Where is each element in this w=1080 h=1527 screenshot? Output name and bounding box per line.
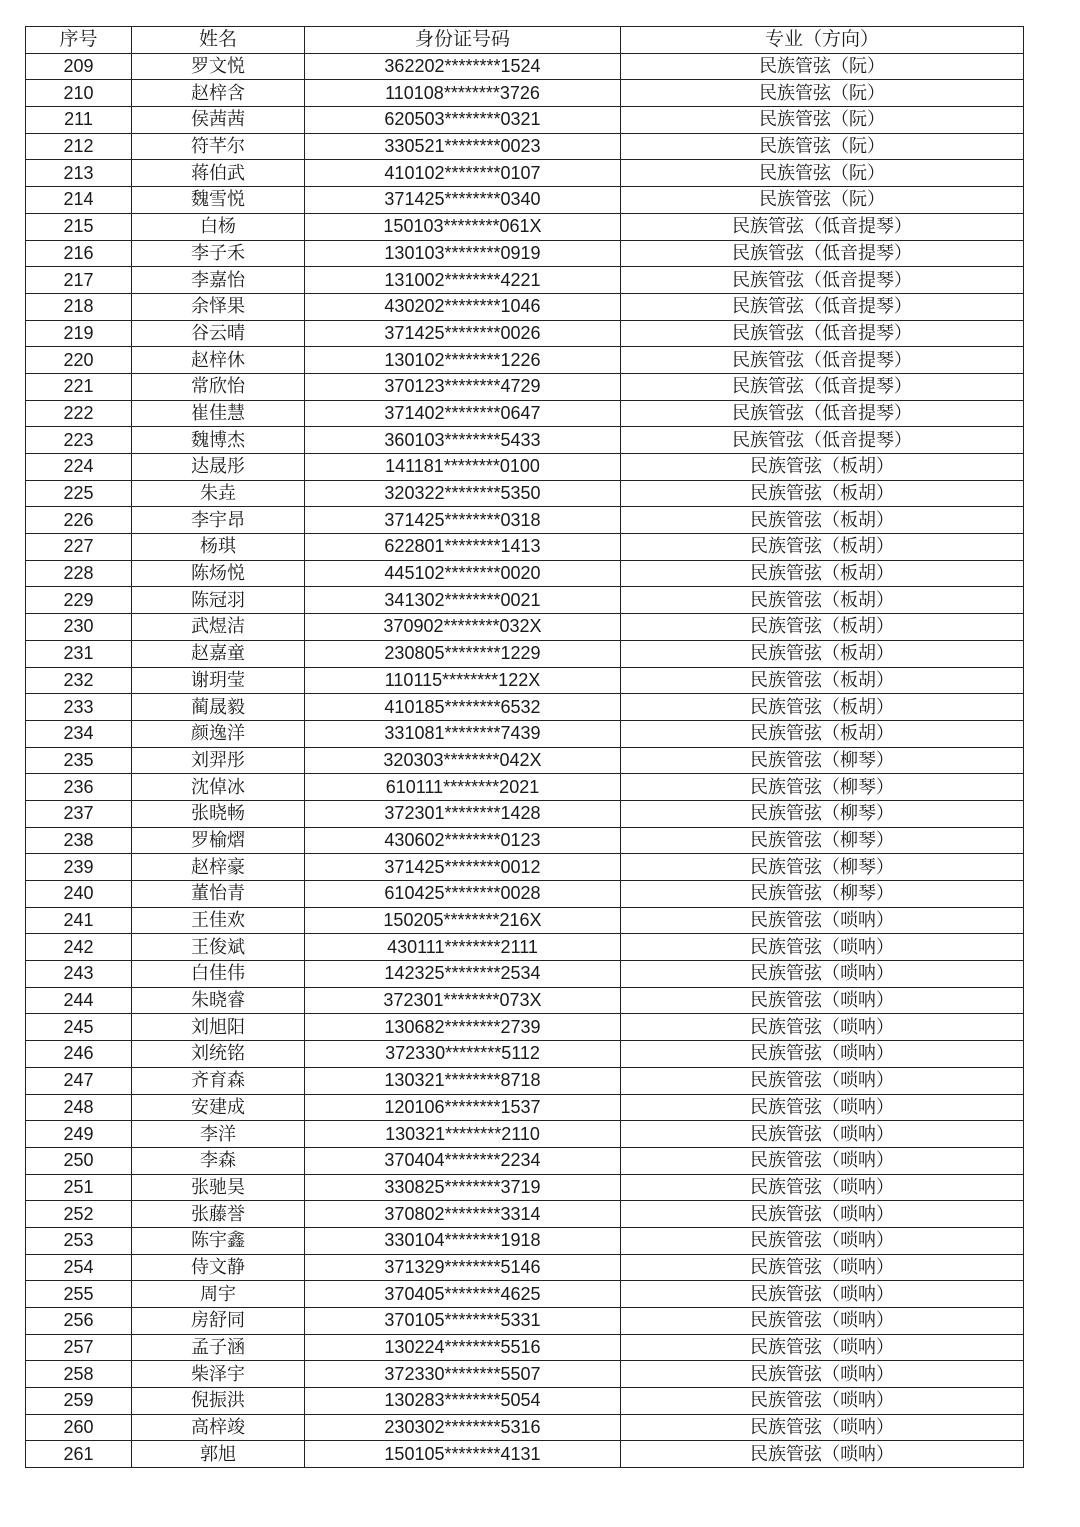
serial-number-cell: 238 <box>26 827 132 854</box>
major-cell: 民族管弦（唢呐） <box>621 934 1024 961</box>
table-body <box>26 53 1024 1467</box>
table-row <box>26 213 1024 240</box>
serial-number-cell: 224 <box>26 454 132 481</box>
major-cell: 民族管弦（阮） <box>621 133 1024 160</box>
serial-number-cell: 244 <box>26 987 132 1014</box>
major-cell: 民族管弦（低音提琴） <box>621 400 1024 427</box>
table-row <box>26 373 1024 400</box>
name-cell: 张晓畅 <box>132 800 305 827</box>
table-row <box>26 320 1024 347</box>
name-cell: 朱晓睿 <box>132 987 305 1014</box>
serial-number-cell: 239 <box>26 854 132 881</box>
table-row <box>26 1014 1024 1041</box>
id-number-cell: 331081********7439 <box>305 720 621 747</box>
id-number-cell: 370123********4729 <box>305 373 621 400</box>
table-row <box>26 800 1024 827</box>
major-cell: 民族管弦（唢呐） <box>621 1334 1024 1361</box>
name-cell: 柴泽宇 <box>132 1361 305 1388</box>
major-cell: 民族管弦（唢呐） <box>621 1121 1024 1148</box>
name-cell: 王俊斌 <box>132 934 305 961</box>
table-row <box>26 961 1024 988</box>
major-cell: 民族管弦（唢呐） <box>621 1254 1024 1281</box>
id-number-cell: 445102********0020 <box>305 560 621 587</box>
name-cell: 赵嘉童 <box>132 640 305 667</box>
major-cell: 民族管弦（唢呐） <box>621 1441 1024 1468</box>
table-row <box>26 480 1024 507</box>
major-cell: 民族管弦（柳琴） <box>621 800 1024 827</box>
name-cell: 蔺晟毅 <box>132 694 305 721</box>
id-number-cell: 430111********2111 <box>305 934 621 961</box>
major-cell: 民族管弦（阮） <box>621 107 1024 134</box>
table-row <box>26 400 1024 427</box>
id-number-cell: 130283********5054 <box>305 1388 621 1415</box>
id-number-cell: 130103********0919 <box>305 240 621 267</box>
table-row <box>26 240 1024 267</box>
major-cell: 民族管弦（阮） <box>621 187 1024 214</box>
serial-number-cell: 240 <box>26 881 132 908</box>
major-cell: 民族管弦（柳琴） <box>621 881 1024 908</box>
table-row <box>26 267 1024 294</box>
name-cell: 赵梓休 <box>132 347 305 374</box>
table-row <box>26 1414 1024 1441</box>
serial-number-cell: 211 <box>26 107 132 134</box>
table-row <box>26 934 1024 961</box>
major-cell: 民族管弦（唢呐） <box>621 961 1024 988</box>
name-cell: 李嘉怡 <box>132 267 305 294</box>
id-number-cell: 370802********3314 <box>305 1201 621 1228</box>
serial-number-cell: 248 <box>26 1094 132 1121</box>
id-number-cell: 230805********1229 <box>305 640 621 667</box>
id-number-cell: 130682********2739 <box>305 1014 621 1041</box>
table-row <box>26 187 1024 214</box>
name-cell: 赵梓含 <box>132 80 305 107</box>
table-row <box>26 1227 1024 1254</box>
serial-number-cell: 226 <box>26 507 132 534</box>
name-cell: 侯茜茜 <box>132 107 305 134</box>
name-cell: 颜逸洋 <box>132 720 305 747</box>
name-cell: 张驰昊 <box>132 1174 305 1201</box>
table-row <box>26 347 1024 374</box>
major-cell: 民族管弦（唢呐） <box>621 1227 1024 1254</box>
id-number-cell: 371402********0647 <box>305 400 621 427</box>
serial-number-cell: 241 <box>26 907 132 934</box>
table-row <box>26 1254 1024 1281</box>
name-cell: 罗榆熠 <box>132 827 305 854</box>
id-number-cell: 371425********0340 <box>305 187 621 214</box>
serial-number-cell: 256 <box>26 1308 132 1335</box>
id-number-cell: 370405********4625 <box>305 1281 621 1308</box>
major-cell: 民族管弦（柳琴） <box>621 774 1024 801</box>
name-cell: 刘统铭 <box>132 1041 305 1068</box>
id-number-cell: 230302********5316 <box>305 1414 621 1441</box>
serial-number-cell: 219 <box>26 320 132 347</box>
id-number-cell: 110115********122X <box>305 667 621 694</box>
name-cell: 陈宇鑫 <box>132 1227 305 1254</box>
table-row <box>26 1361 1024 1388</box>
id-number-cell: 131002********4221 <box>305 267 621 294</box>
table-row <box>26 454 1024 481</box>
serial-number-cell: 236 <box>26 774 132 801</box>
major-cell: 民族管弦（板胡） <box>621 534 1024 561</box>
id-number-cell: 410102********0107 <box>305 160 621 187</box>
major-cell: 民族管弦（低音提琴） <box>621 267 1024 294</box>
major-cell: 民族管弦（板胡） <box>621 640 1024 667</box>
header-id-number: 身份证号码 <box>305 27 621 54</box>
major-cell: 民族管弦（唢呐） <box>621 907 1024 934</box>
name-cell: 高梓竣 <box>132 1414 305 1441</box>
table-row <box>26 854 1024 881</box>
major-cell: 民族管弦（低音提琴） <box>621 240 1024 267</box>
major-cell: 民族管弦（唢呐） <box>621 1067 1024 1094</box>
id-number-cell: 371329********5146 <box>305 1254 621 1281</box>
id-number-cell: 150105********4131 <box>305 1441 621 1468</box>
name-cell: 杨琪 <box>132 534 305 561</box>
name-cell: 魏博杰 <box>132 427 305 454</box>
table-row <box>26 827 1024 854</box>
table-row <box>26 1388 1024 1415</box>
name-cell: 王佳欢 <box>132 907 305 934</box>
name-cell: 刘旭阳 <box>132 1014 305 1041</box>
id-number-cell: 150103********061X <box>305 213 621 240</box>
name-cell: 常欣怡 <box>132 373 305 400</box>
name-cell: 董怡青 <box>132 881 305 908</box>
name-cell: 陈冠羽 <box>132 587 305 614</box>
table-row <box>26 614 1024 641</box>
major-cell: 民族管弦（板胡） <box>621 560 1024 587</box>
id-number-cell: 130321********8718 <box>305 1067 621 1094</box>
table-row <box>26 1334 1024 1361</box>
table-row <box>26 1121 1024 1148</box>
major-cell: 民族管弦（唢呐） <box>621 1281 1024 1308</box>
serial-number-cell: 217 <box>26 267 132 294</box>
table-row <box>26 1174 1024 1201</box>
name-cell: 张藤誉 <box>132 1201 305 1228</box>
table-row <box>26 1441 1024 1468</box>
id-number-cell: 130224********5516 <box>305 1334 621 1361</box>
id-number-cell: 371425********0012 <box>305 854 621 881</box>
serial-number-cell: 231 <box>26 640 132 667</box>
table-row <box>26 107 1024 134</box>
id-number-cell: 372301********1428 <box>305 800 621 827</box>
name-cell: 李洋 <box>132 1121 305 1148</box>
serial-number-cell: 213 <box>26 160 132 187</box>
major-cell: 民族管弦（唢呐） <box>621 1361 1024 1388</box>
id-number-cell: 370404********2234 <box>305 1147 621 1174</box>
id-number-cell: 410185********6532 <box>305 694 621 721</box>
major-cell: 民族管弦（低音提琴） <box>621 320 1024 347</box>
name-cell: 崔佳慧 <box>132 400 305 427</box>
serial-number-cell: 253 <box>26 1227 132 1254</box>
major-cell: 民族管弦（唢呐） <box>621 1094 1024 1121</box>
id-number-cell: 150205********216X <box>305 907 621 934</box>
serial-number-cell: 234 <box>26 720 132 747</box>
major-cell: 民族管弦（唢呐） <box>621 1201 1024 1228</box>
name-cell: 孟子涵 <box>132 1334 305 1361</box>
serial-number-cell: 259 <box>26 1388 132 1415</box>
table-row <box>26 293 1024 320</box>
serial-number-cell: 228 <box>26 560 132 587</box>
serial-number-cell: 225 <box>26 480 132 507</box>
serial-number-cell: 229 <box>26 587 132 614</box>
serial-number-cell: 227 <box>26 534 132 561</box>
serial-number-cell: 233 <box>26 694 132 721</box>
major-cell: 民族管弦（唢呐） <box>621 1174 1024 1201</box>
major-cell: 民族管弦（板胡） <box>621 667 1024 694</box>
table-row <box>26 1067 1024 1094</box>
serial-number-cell: 254 <box>26 1254 132 1281</box>
serial-number-cell: 252 <box>26 1201 132 1228</box>
serial-number-cell: 222 <box>26 400 132 427</box>
major-cell: 民族管弦（唢呐） <box>621 1014 1024 1041</box>
major-cell: 民族管弦（唢呐） <box>621 1147 1024 1174</box>
id-number-cell: 370902********032X <box>305 614 621 641</box>
table-row <box>26 1147 1024 1174</box>
id-number-cell: 372330********5112 <box>305 1041 621 1068</box>
major-cell: 民族管弦（板胡） <box>621 480 1024 507</box>
id-number-cell: 320322********5350 <box>305 480 621 507</box>
name-cell: 房舒同 <box>132 1308 305 1335</box>
serial-number-cell: 258 <box>26 1361 132 1388</box>
name-cell: 谷云晴 <box>132 320 305 347</box>
table-row <box>26 587 1024 614</box>
serial-number-cell: 243 <box>26 961 132 988</box>
name-cell: 郭旭 <box>132 1441 305 1468</box>
name-cell: 魏雪悦 <box>132 187 305 214</box>
major-cell: 民族管弦（低音提琴） <box>621 213 1024 240</box>
table-row <box>26 747 1024 774</box>
header-row <box>26 27 1024 54</box>
major-cell: 民族管弦（板胡） <box>621 614 1024 641</box>
serial-number-cell: 249 <box>26 1121 132 1148</box>
name-cell: 陈炀悦 <box>132 560 305 587</box>
major-cell: 民族管弦（唢呐） <box>621 1308 1024 1335</box>
name-cell: 白杨 <box>132 213 305 240</box>
name-cell: 朱垚 <box>132 480 305 507</box>
id-number-cell: 430602********0123 <box>305 827 621 854</box>
id-number-cell: 430202********1046 <box>305 293 621 320</box>
serial-number-cell: 247 <box>26 1067 132 1094</box>
name-cell: 安建成 <box>132 1094 305 1121</box>
table-row <box>26 1094 1024 1121</box>
name-cell: 李子禾 <box>132 240 305 267</box>
major-cell: 民族管弦（板胡） <box>621 694 1024 721</box>
table-row <box>26 160 1024 187</box>
id-number-cell: 610425********0028 <box>305 881 621 908</box>
serial-number-cell: 251 <box>26 1174 132 1201</box>
major-cell: 民族管弦（板胡） <box>621 454 1024 481</box>
id-number-cell: 142325********2534 <box>305 961 621 988</box>
serial-number-cell: 242 <box>26 934 132 961</box>
table-row <box>26 907 1024 934</box>
serial-number-cell: 215 <box>26 213 132 240</box>
table-row <box>26 427 1024 454</box>
serial-number-cell: 216 <box>26 240 132 267</box>
serial-number-cell: 214 <box>26 187 132 214</box>
table-row <box>26 534 1024 561</box>
id-number-cell: 372330********5507 <box>305 1361 621 1388</box>
name-cell: 侍文静 <box>132 1254 305 1281</box>
name-cell: 白佳伟 <box>132 961 305 988</box>
serial-number-cell: 212 <box>26 133 132 160</box>
serial-number-cell: 261 <box>26 1441 132 1468</box>
table-row <box>26 774 1024 801</box>
header-serial-number: 序号 <box>26 27 132 54</box>
id-number-cell: 130102********1226 <box>305 347 621 374</box>
table-row <box>26 80 1024 107</box>
table-row <box>26 53 1024 80</box>
serial-number-cell: 250 <box>26 1147 132 1174</box>
table-row <box>26 1281 1024 1308</box>
major-cell: 民族管弦（低音提琴） <box>621 347 1024 374</box>
name-cell: 达晟彤 <box>132 454 305 481</box>
name-cell: 周宇 <box>132 1281 305 1308</box>
major-cell: 民族管弦（柳琴） <box>621 854 1024 881</box>
header-major: 专业（方向） <box>621 27 1024 54</box>
major-cell: 民族管弦（板胡） <box>621 720 1024 747</box>
major-cell: 民族管弦（阮） <box>621 80 1024 107</box>
table-row <box>26 667 1024 694</box>
serial-number-cell: 235 <box>26 747 132 774</box>
major-cell: 民族管弦（唢呐） <box>621 987 1024 1014</box>
id-number-cell: 362202********1524 <box>305 53 621 80</box>
id-number-cell: 320303********042X <box>305 747 621 774</box>
serial-number-cell: 246 <box>26 1041 132 1068</box>
name-cell: 余怿果 <box>132 293 305 320</box>
major-cell: 民族管弦（板胡） <box>621 587 1024 614</box>
student-list-table <box>25 26 1024 1468</box>
serial-number-cell: 209 <box>26 53 132 80</box>
serial-number-cell: 223 <box>26 427 132 454</box>
id-number-cell: 141181********0100 <box>305 454 621 481</box>
name-cell: 李森 <box>132 1147 305 1174</box>
serial-number-cell: 245 <box>26 1014 132 1041</box>
serial-number-cell: 220 <box>26 347 132 374</box>
table-row <box>26 640 1024 667</box>
table-row <box>26 1041 1024 1068</box>
name-cell: 齐育森 <box>132 1067 305 1094</box>
id-number-cell: 341302********0021 <box>305 587 621 614</box>
name-cell: 刘羿彤 <box>132 747 305 774</box>
table-row <box>26 1201 1024 1228</box>
serial-number-cell: 210 <box>26 80 132 107</box>
major-cell: 民族管弦（板胡） <box>621 507 1024 534</box>
table-row <box>26 1308 1024 1335</box>
id-number-cell: 371425********0026 <box>305 320 621 347</box>
major-cell: 民族管弦（低音提琴） <box>621 293 1024 320</box>
table-row <box>26 987 1024 1014</box>
id-number-cell: 622801********1413 <box>305 534 621 561</box>
id-number-cell: 330104********1918 <box>305 1227 621 1254</box>
name-cell: 谢玥莹 <box>132 667 305 694</box>
table-row <box>26 133 1024 160</box>
name-cell: 沈倬冰 <box>132 774 305 801</box>
serial-number-cell: 221 <box>26 373 132 400</box>
table-row <box>26 881 1024 908</box>
major-cell: 民族管弦（唢呐） <box>621 1041 1024 1068</box>
id-number-cell: 120106********1537 <box>305 1094 621 1121</box>
serial-number-cell: 232 <box>26 667 132 694</box>
name-cell: 符芊尔 <box>132 133 305 160</box>
name-cell: 蒋伯武 <box>132 160 305 187</box>
header-name: 姓名 <box>132 27 305 54</box>
major-cell: 民族管弦（柳琴） <box>621 747 1024 774</box>
name-cell: 赵梓豪 <box>132 854 305 881</box>
serial-number-cell: 218 <box>26 293 132 320</box>
major-cell: 民族管弦（唢呐） <box>621 1414 1024 1441</box>
serial-number-cell: 255 <box>26 1281 132 1308</box>
serial-number-cell: 230 <box>26 614 132 641</box>
id-number-cell: 330521********0023 <box>305 133 621 160</box>
id-number-cell: 330825********3719 <box>305 1174 621 1201</box>
serial-number-cell: 237 <box>26 800 132 827</box>
table-row <box>26 560 1024 587</box>
table-row <box>26 507 1024 534</box>
table-row <box>26 694 1024 721</box>
major-cell: 民族管弦（阮） <box>621 160 1024 187</box>
table-row <box>26 720 1024 747</box>
id-number-cell: 371425********0318 <box>305 507 621 534</box>
major-cell: 民族管弦（低音提琴） <box>621 373 1024 400</box>
id-number-cell: 110108********3726 <box>305 80 621 107</box>
name-cell: 倪振洪 <box>132 1388 305 1415</box>
id-number-cell: 620503********0321 <box>305 107 621 134</box>
id-number-cell: 360103********5433 <box>305 427 621 454</box>
serial-number-cell: 260 <box>26 1414 132 1441</box>
major-cell: 民族管弦（柳琴） <box>621 827 1024 854</box>
id-number-cell: 610111********2021 <box>305 774 621 801</box>
id-number-cell: 130321********2110 <box>305 1121 621 1148</box>
name-cell: 罗文悦 <box>132 53 305 80</box>
major-cell: 民族管弦（阮） <box>621 53 1024 80</box>
major-cell: 民族管弦（唢呐） <box>621 1388 1024 1415</box>
id-number-cell: 372301********073X <box>305 987 621 1014</box>
name-cell: 李宇昂 <box>132 507 305 534</box>
major-cell: 民族管弦（低音提琴） <box>621 427 1024 454</box>
id-number-cell: 370105********5331 <box>305 1308 621 1335</box>
name-cell: 武煜洁 <box>132 614 305 641</box>
serial-number-cell: 257 <box>26 1334 132 1361</box>
